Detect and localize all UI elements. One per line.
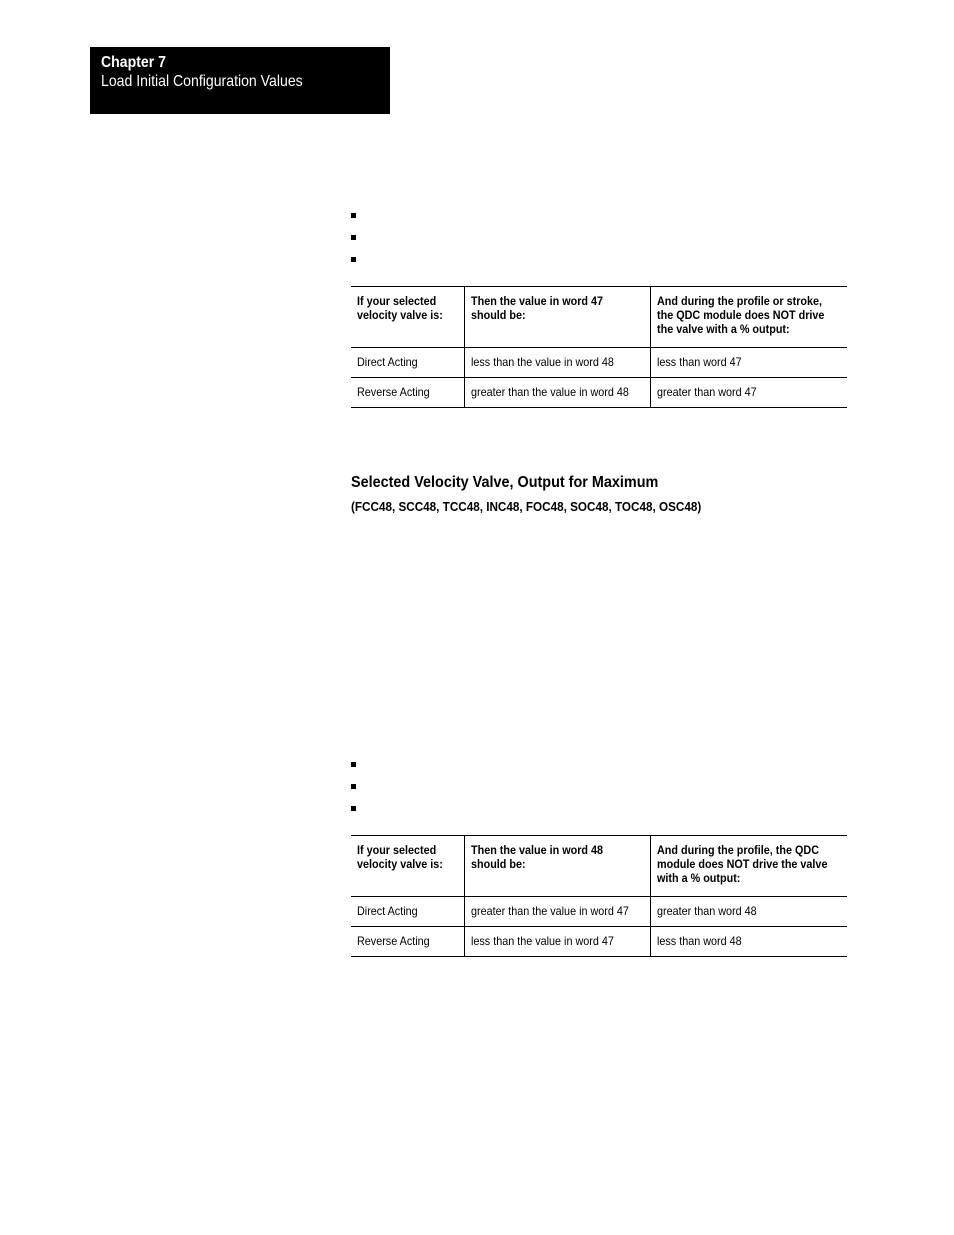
bullet-marker	[351, 762, 356, 767]
table-cell	[464, 897, 650, 927]
table-header-row	[351, 836, 847, 897]
chapter-title: Load Initial Configuration Values	[101, 73, 303, 90]
bullet-marker	[351, 806, 356, 811]
list-item	[351, 255, 651, 277]
list-item	[351, 782, 651, 804]
cell-text: less than word 47	[656, 355, 742, 369]
section-subheading: (FCC48, SCC48, TCC48, INC48, FOC48, SOC48, TOC48, OSC48)	[351, 499, 702, 514]
header-line: velocity valve is:	[357, 857, 443, 871]
bullet-list-2	[351, 760, 651, 826]
table-cell	[351, 927, 464, 957]
column-header	[464, 287, 650, 348]
column-header	[351, 836, 464, 897]
table-row	[351, 348, 847, 378]
cell-text: less than word 48	[656, 934, 742, 948]
header-line: If your selected	[357, 843, 437, 857]
chapter-header	[90, 47, 390, 114]
header-line: with a % output:	[656, 871, 740, 885]
chapter-label: Chapter 7	[101, 54, 166, 71]
cell-text: less than the value in word 48	[470, 355, 614, 369]
column-header	[650, 836, 847, 897]
table-cell	[464, 378, 650, 408]
column-header	[464, 836, 650, 897]
cell-text: Reverse Acting	[357, 385, 430, 399]
bullet-list-1	[351, 211, 651, 277]
section-heading: Selected Velocity Valve, Output for Maximum	[351, 474, 659, 491]
word48-table	[351, 835, 847, 957]
word47-table	[351, 286, 847, 408]
header-line: the valve with a % output:	[656, 322, 790, 336]
cell-text: Direct Acting	[357, 355, 418, 369]
header-line: should be:	[470, 857, 526, 871]
table-cell	[351, 378, 464, 408]
bullet-marker	[351, 784, 356, 789]
bullet-marker	[351, 213, 356, 218]
cell-text: greater than word 48	[656, 904, 757, 918]
bullet-marker	[351, 257, 356, 262]
header-line: Then the value in word 48	[470, 843, 603, 857]
cell-text: greater than the value in word 47	[470, 904, 629, 918]
table-row	[351, 927, 847, 957]
cell-text: less than the value in word 47	[470, 934, 614, 948]
table-cell	[650, 378, 847, 408]
cell-text: greater than word 47	[656, 385, 757, 399]
header-line: the QDC module does NOT drive	[656, 308, 824, 322]
cell-text: greater than the value in word 48	[470, 385, 629, 399]
table-cell	[351, 348, 464, 378]
table-cell	[464, 927, 650, 957]
table-header-row	[351, 287, 847, 348]
table-cell	[351, 897, 464, 927]
table-row	[351, 897, 847, 927]
cell-text: Direct Acting	[357, 904, 418, 918]
column-header	[650, 287, 847, 348]
header-line: If your selected	[357, 294, 437, 308]
column-header	[351, 287, 464, 348]
list-item	[351, 804, 651, 826]
header-line: And during the profile, the QDC	[656, 843, 819, 857]
header-line: Then the value in word 47	[470, 294, 603, 308]
table-cell	[650, 348, 847, 378]
table-cell	[464, 348, 650, 378]
header-line: should be:	[470, 308, 526, 322]
list-item	[351, 211, 651, 233]
header-line: module does NOT drive the valve	[656, 857, 827, 871]
table-row	[351, 378, 847, 408]
table-cell	[650, 897, 847, 927]
table-cell	[650, 927, 847, 957]
list-item	[351, 760, 651, 782]
list-item	[351, 233, 651, 255]
header-line: velocity valve is:	[357, 308, 443, 322]
bullet-marker	[351, 235, 356, 240]
header-line: And during the profile or stroke,	[656, 294, 822, 308]
cell-text: Reverse Acting	[357, 934, 430, 948]
